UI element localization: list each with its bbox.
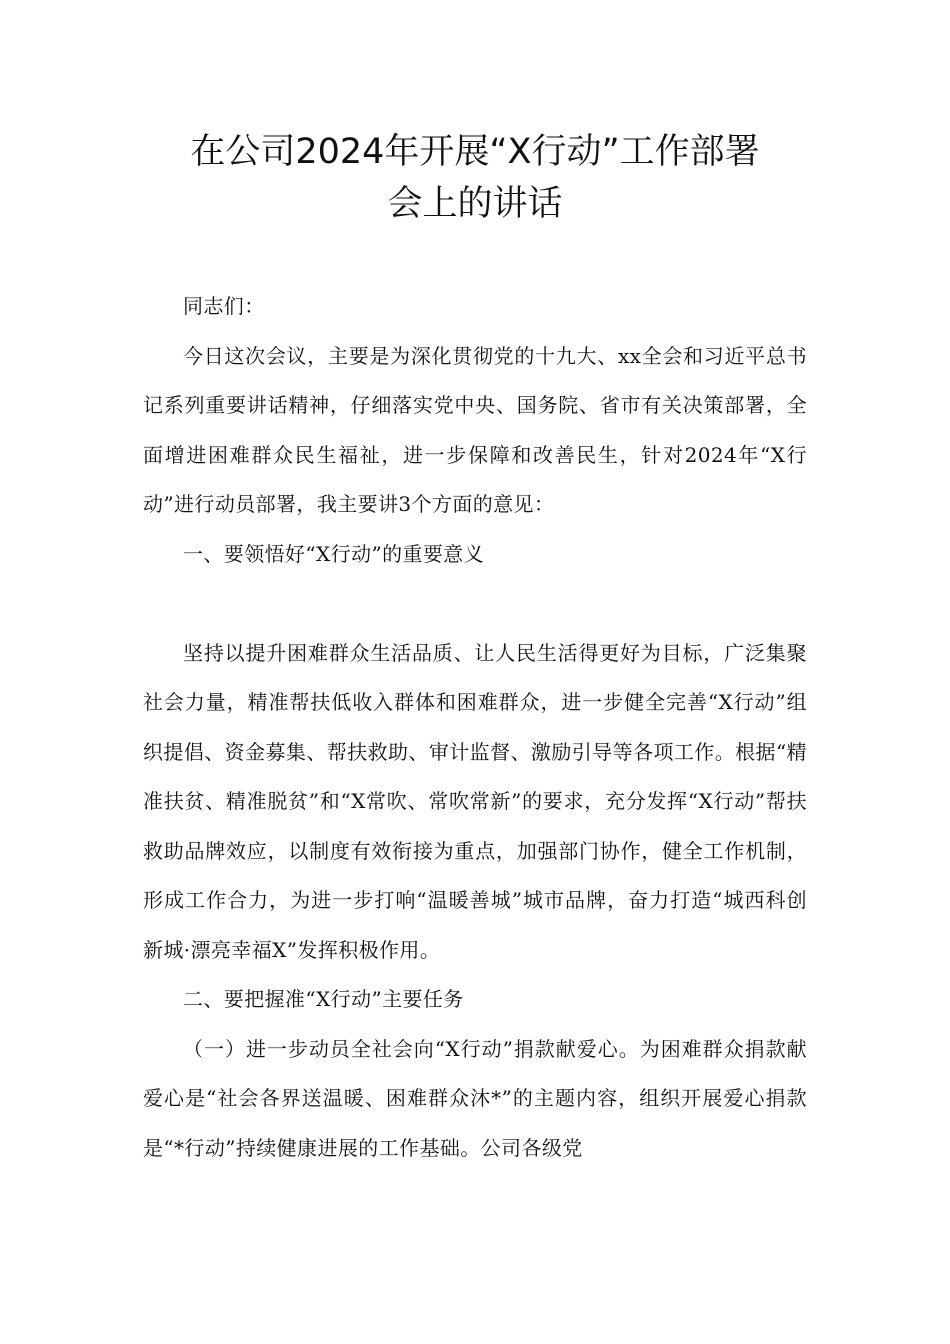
intro-paragraph: 今日这次会议，主要是为深化贯彻党的十九大、xx全会和习近平总书记系列重要讲话精神，仔细落实党中央、国务院、省市有关决策部署，全面增进困难群众民生福祉，进一步保障和改善民生，针对2024年“X行动”进行动员部署，我主要讲3个方面的意见： xyxy=(143,343,807,516)
section-1-paragraph: 坚持以提升困难群众生活品质、让人民生活得更好为目标，广泛集聚社会力量，精准帮扶低收入群体和困难群众，进一步健全完善“X行动”组织提倡、资金募集、帮扶救助、审计监督、激励引导等各项工作。根据“精准扶贫、精准脱贫”和“X常吹、常吹常新”的要求，充分发挥“X行动”帮扶救助品牌效应，以制度有效衔接为重点，加强部门协作，健全工作机制，形成工作合力，为进一步打响“温暖善城”城市品牌，奋力打造“城西科创新城·漂亮幸福X”发挥积极作用。 xyxy=(143,640,807,962)
page-title xyxy=(0,126,950,230)
salutation: 同志们： xyxy=(183,294,265,318)
section-2-paragraph: （一）进一步动员全社会向“X行动”捐款献爱心。为困难群众捐款献爱心是“社会各界送温暖、困难群众沐*”的主题内容，组织开展爱心捐款是“*行动”持续健康进展的工作基础。公司各级党 xyxy=(143,1036,807,1160)
title-line-1: 在公司2024年开展“X行动”工作部署 xyxy=(190,132,760,172)
paragraph-gap xyxy=(143,579,807,629)
section-1-heading: 一、要领悟好“X行动”的重要意义 xyxy=(183,541,485,566)
title-line-2: 会上的讲话 xyxy=(387,184,563,224)
section-2-heading: 二、要把握准“X行动”主要任务 xyxy=(183,987,464,1011)
speech-body xyxy=(143,282,807,1173)
